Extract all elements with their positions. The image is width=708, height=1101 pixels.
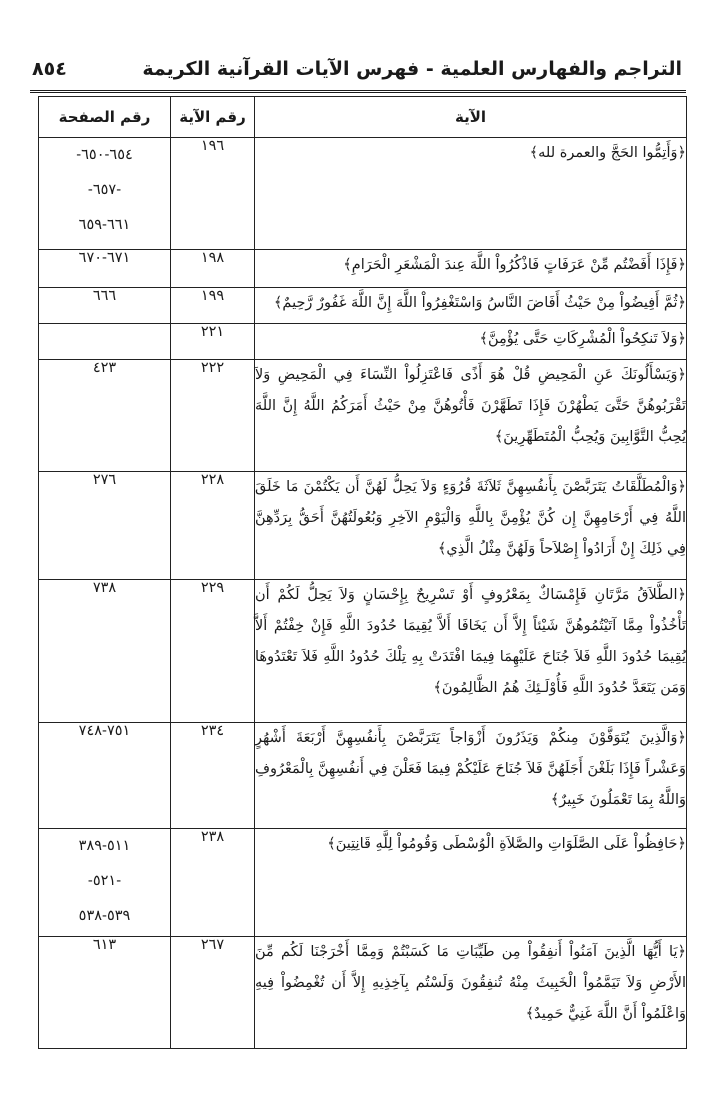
ayah-number: ٢٦٧	[171, 937, 255, 1049]
verse-text: ﴿وَأَتِمُّوا الحَجَّ والعمرة لله﴾	[255, 138, 687, 250]
page-ref: ٦٥٤-٦٥٠-	[76, 147, 133, 163]
verse-text: ﴿الطَّلاَقُ مَرَّتَانِ فَإِمْسَاكٌ بِمَعْرُوفٍ أَوْ تَسْرِيحٌ بِإِحْسَانٍ وَلاَ يَحِلُّ لَكُمْ أَن تَأْخُذُواْ مِمَّا آتَيْتُمُوهُنَّ شَيْئاً إِلاَّ أَن يَخَافَا أَلاَّ يُقِيمَا حُدُودَ اللَّهِ فَإِنْ خِفْتُمْ أَلاَّ يُقِيمَا حُدُودَ اللَّهِ فَلاَ جُنَاحَ عَلَيْهِمَا فِيمَا افْتَدَتْ بِهِ تِلْكَ حُدُودُ اللَّهِ فَلاَ تَعْتَدُوهَا وَمَن يَتَعَدَّ حُدُودَ اللَّهِ فَأُوْلَـئِكَ هُمُ الظَّالِمُونَ﴾	[255, 580, 687, 723]
verse-text: ﴿وَيَسْأَلُونَكَ عَنِ الْمَحِيضِ قُلْ هُوَ أَذًى فَاعْتَزِلُواْ النِّسَاءَ فِي الْمَحِيضِ وَلاَ تَقْرَبُوهُنَّ حَتَّىَ يَطْهُرْنَ فَإِذَا تَطَهَّرْنَ فَأْتُوهُنَّ مِنْ حَيْثُ أَمَرَكُمُ اللَّهُ إِنَّ اللَّهَ يُحِبُّ التَّوَّابِينَ وَيُحِبُّ الْمُتَطَهِّرِينَ﴾	[255, 360, 687, 472]
verse-text: ﴿وَالَّذِينَ يُتَوَفَّوْنَ مِنكُمْ وَيَذَرُونَ أَزْوَاجاً يَتَرَبَّصْنَ بِأَنفُسِهِنَّ أَرْبَعَةَ أَشْهُرٍ وَعَشْراً فَإِذَا بَلَغْنَ أَجَلَهُنَّ فَلاَ جُنَاحَ عَلَيْكُمْ فِيمَا فَعَلْنَ فِي أَنفُسِهِنَّ بِالْمَعْرُوفِ وَاللَّهُ بِمَا تَعْمَلُونَ خَبِيرٌ﴾	[255, 723, 687, 829]
page-ref: ٦٦٦	[92, 288, 117, 304]
page-refs	[39, 138, 171, 250]
ayah-number: ٢٣٤	[171, 723, 255, 829]
ayah-number: ٢٢٩	[171, 580, 255, 723]
page-header	[22, 56, 686, 86]
column-header-ayah-number: رقم الآية	[171, 97, 255, 138]
table-row	[39, 580, 687, 723]
page-refs	[39, 829, 171, 937]
page-ref: ٧٥١-٧٤٨	[78, 723, 131, 739]
page-ref: ٧٣٨	[92, 580, 117, 596]
page-ref: -٥٢١-	[87, 873, 122, 889]
table-row	[39, 288, 687, 324]
page-refs	[39, 937, 171, 1049]
page-refs	[39, 580, 171, 723]
table-row	[39, 937, 687, 1049]
page-ref: ٤٢٣	[92, 360, 117, 376]
verse-index-table	[38, 96, 687, 1049]
page-ref: -٦٥٧-	[87, 182, 122, 198]
page-ref: ٦١٣	[92, 937, 117, 953]
verse-text: ﴿يَا أَيُّهَا الَّذِينَ آمَنُواْ أَنفِقُواْ مِن طَيِّبَاتِ مَا كَسَبْتُمْ وَمِمَّا أَخْرَجْنَا لَكُم مِّنَ الأَرْضِ وَلاَ تَيَمَّمُواْ الْخَبِيثَ مِنْهُ تُنفِقُونَ وَلَسْتُم بِآخِذِيهِ إِلاَّ أَن تُغْمِضُواْ فِيهِ وَاعْلَمُواْ أَنَّ اللَّهَ غَنِيٌّ حَمِيدٌ﴾	[255, 937, 687, 1049]
table-row	[39, 360, 687, 472]
running-title: التراجم والفهارس العلمية - فهرس الآيات القرآنية الكريمة	[142, 58, 682, 80]
page-refs	[39, 472, 171, 580]
verse-text: ﴿حَافِظُواْ عَلَى الصَّلَوَاتِ والصَّلاَةِ الْوُسْطَى وَقُومُواْ لِلَّهِ قَانِتِينَ﴾	[255, 829, 687, 937]
ayah-number: ٢٢٨	[171, 472, 255, 580]
column-header-verse: الآية	[255, 97, 687, 138]
ayah-number: ٢٣٨	[171, 829, 255, 937]
page-refs	[39, 723, 171, 829]
table-row	[39, 250, 687, 288]
verse-text: ﴿فَإِذَا أَفَضْتُم مِّنْ عَرَفَاتٍ فَاذْكُرُواْ اللَّهَ عِندَ الْمَشْعَرِ الْحَرَامِ﴾	[255, 250, 687, 288]
page-refs	[39, 288, 171, 324]
ayah-number: ٢٢١	[171, 324, 255, 360]
page-ref: ٥٣٩-٥٣٨	[78, 908, 131, 924]
table-row	[39, 138, 687, 250]
verse-text: ﴿وَلاَ تَنكِحُواْ الْمُشْرِكَاتِ حَتَّى يُؤْمِنَّ﴾	[255, 324, 687, 360]
header-divider	[30, 90, 686, 93]
page-ref: ٥١١-٣٨٩	[78, 838, 131, 854]
table-row	[39, 829, 687, 937]
column-header-page-number: رقم الصفحة	[39, 97, 171, 138]
page-ref: ٢٧٦	[92, 472, 117, 488]
verse-text: ﴿ثُمَّ أَفِيضُواْ مِنْ حَيْثُ أَفَاضَ النَّاسُ وَاسْتَغْفِرُواْ اللَّهَ إِنَّ اللَّهَ غَفُورٌ رَّحِيمٌ﴾	[255, 288, 687, 324]
ayah-number: ١٩٩	[171, 288, 255, 324]
table-row	[39, 472, 687, 580]
page-number: ٨٥٤	[32, 58, 67, 80]
page-refs	[39, 324, 171, 360]
ayah-number: ٢٢٢	[171, 360, 255, 472]
ayah-number: ١٩٨	[171, 250, 255, 288]
page-ref: ٦٦١-٦٥٩	[78, 217, 131, 233]
table-header-row	[39, 97, 687, 138]
table-row	[39, 324, 687, 360]
table-row	[39, 723, 687, 829]
verse-text: ﴿وَالْمُطَلَّقَاتُ يَتَرَبَّصْنَ بِأَنفُسِهِنَّ ثَلاَثَةَ قُرُوَءٍ وَلاَ يَحِلُّ لَهُنَّ أَن يَكْتُمْنَ مَا خَلَقَ اللَّهُ فِي أَرْحَامِهِنَّ إِن كُنَّ يُؤْمِنَّ بِاللَّهِ وَالْيَوْمِ الآخِرِ وَبُعُولَتُهُنَّ أَحَقُّ بِرَدِّهِنَّ فِي ذَلِكَ إِنْ أَرَادُواْ إِصْلاَحاً وَلَهُنَّ مِثْلُ الَّذِي﴾	[255, 472, 687, 580]
ayah-number: ١٩٦	[171, 138, 255, 250]
page-refs	[39, 250, 171, 288]
page-refs	[39, 360, 171, 472]
page-ref: ٦٧١-٦٧٠	[78, 250, 131, 266]
